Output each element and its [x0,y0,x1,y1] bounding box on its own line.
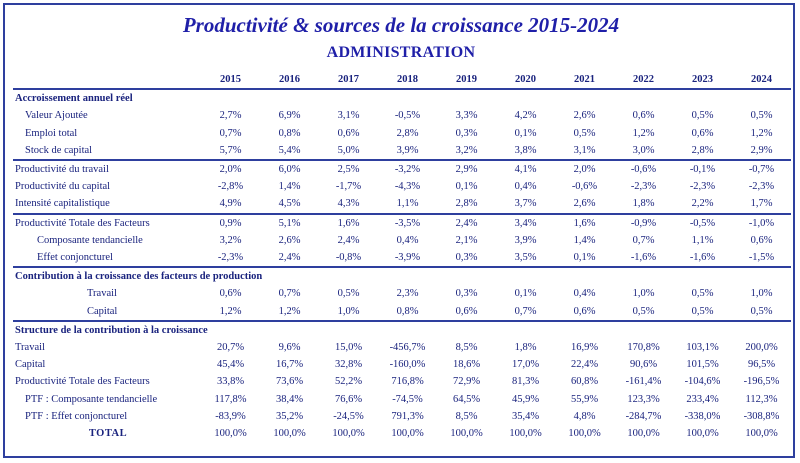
value-cell: 233,4% [686,393,719,405]
row-label: Capital [87,305,118,317]
value-cell: -3,9% [394,252,421,264]
value-cell: 0,6% [632,110,655,122]
value-cell: 0,4% [514,181,537,193]
value-cell: 0,8% [396,305,419,317]
value-cell: -0,5% [673,214,732,232]
value-cell: 2,8% [396,127,419,139]
value-cell: 0,7% [278,288,301,300]
year-header: 2024 [732,71,791,89]
value-cell: 3,3% [455,110,478,122]
value-cell: 100,0% [509,428,542,440]
year-header: 2023 [673,71,732,89]
value-cell: 2,4% [278,252,301,264]
table-header-row [13,71,791,89]
page-subtitle: ADMINISTRATION [326,44,476,61]
value-cell: 2,6% [278,234,301,246]
value-cell: -1,5% [748,252,775,264]
value-cell: 3,5% [514,252,537,264]
value-cell: 4,9% [219,198,242,210]
value-cell: 100,0% [450,428,483,440]
value-cell: 18,6% [452,359,481,371]
section-row [13,89,791,107]
value-cell: 1,2% [632,127,655,139]
value-cell: 55,9% [570,393,599,405]
value-cell: 101,5% [686,359,719,371]
table-row [13,249,791,267]
value-cell: 0,5% [337,288,360,300]
value-cell: 5,7% [219,144,242,156]
value-cell: 2,2% [691,198,714,210]
year-header: 2019 [437,71,496,89]
value-cell: 4,8% [573,410,596,422]
row-label: Valeur Ajoutée [25,110,88,122]
table-row [13,339,791,356]
value-cell: 2,0% [555,160,614,178]
value-cell: 2,4% [437,214,496,232]
value-cell: 0,1% [514,288,537,300]
value-cell: -1,0% [732,214,791,232]
value-cell: 32,8% [334,359,363,371]
value-cell: 112,3% [745,393,778,405]
value-cell: -3,5% [378,214,437,232]
value-cell: 1,8% [514,342,537,354]
value-cell: -24,5% [333,410,364,422]
row-label: Productivité du travail [13,160,201,178]
value-cell: -2,3% [689,181,716,193]
value-cell: -4,3% [394,181,421,193]
value-cell: -160,0% [389,359,426,371]
value-cell: 52,2% [334,376,363,388]
value-cell: 16,7% [275,359,304,371]
value-cell: -2,8% [217,181,244,193]
value-cell: 1,0% [632,288,655,300]
row-label: PTF : Composante tendancielle [25,393,158,405]
value-cell: 2,6% [573,110,596,122]
value-cell: 1,8% [632,198,655,210]
section-row [13,321,791,339]
value-cell: 3,0% [632,144,655,156]
value-cell: 0,7% [219,127,242,139]
value-cell: -0,6% [571,181,598,193]
value-cell: 100,0% [273,428,306,440]
value-cell: 2,9% [750,144,773,156]
value-cell: 0,3% [455,288,478,300]
value-cell: 200,0% [745,342,778,354]
value-cell: 0,1% [573,252,596,264]
value-cell: 4,2% [514,110,537,122]
value-cell: 4,5% [278,198,301,210]
table-row [13,195,791,213]
row-label: Emploi total [25,127,78,139]
value-cell: 3,2% [455,144,478,156]
value-cell: 2,9% [437,160,496,178]
value-cell: 100,0% [627,428,660,440]
value-cell: 45,4% [216,359,245,371]
value-cell: 2,8% [691,144,714,156]
value-cell: 0,5% [691,288,714,300]
value-cell: -0,6% [614,160,673,178]
productivity-table [13,71,791,442]
row-label: Contribution à la croissance des facteurs de production [13,267,791,285]
value-cell: 72,9% [452,376,481,388]
value-cell: 0,7% [514,305,537,317]
value-cell: 0,6% [750,234,773,246]
year-header: 2016 [260,71,319,89]
value-cell: 3,7% [514,198,537,210]
value-cell: 2,3% [396,288,419,300]
value-cell: 2,8% [455,198,478,210]
value-cell: 170,8% [627,342,660,354]
value-cell: 76,6% [334,393,363,405]
value-cell: 1,6% [319,214,378,232]
value-cell: 35,4% [511,410,540,422]
value-cell: 3,2% [219,234,242,246]
value-cell: 103,1% [686,342,719,354]
row-label: Productivité Totale des Facteurs [13,214,201,232]
year-header: 2021 [555,71,614,89]
value-cell: 2,6% [573,198,596,210]
table-row [13,408,791,425]
value-cell: -1,6% [630,252,657,264]
row-label: Travail [87,288,117,300]
table-row [13,303,791,321]
value-cell: 1,2% [750,127,773,139]
value-cell: 5,1% [260,214,319,232]
value-cell: 117,8% [214,393,247,405]
value-cell: 0,6% [691,127,714,139]
value-cell: 6,0% [260,160,319,178]
value-cell: 4,1% [496,160,555,178]
value-cell: 0,5% [691,110,714,122]
value-cell: -0,5% [394,110,421,122]
table-row [13,142,791,160]
value-cell: 0,7% [632,234,655,246]
table-row [13,356,791,373]
value-cell: 9,6% [278,342,301,354]
value-cell: 15,0% [334,342,363,354]
value-cell: 123,3% [627,393,660,405]
value-cell: 3,9% [396,144,419,156]
value-cell: 4,3% [337,198,360,210]
value-cell: -0,1% [673,160,732,178]
table-row [13,391,791,408]
value-cell: 1,0% [750,288,773,300]
value-cell: 6,9% [278,110,301,122]
value-cell: 2,0% [201,160,260,178]
value-cell: 81,3% [511,376,540,388]
table-body [13,89,791,442]
year-header: 2017 [319,71,378,89]
value-cell: 0,5% [691,305,714,317]
section-row [13,267,791,285]
value-cell: 20,7% [216,342,245,354]
table-row [13,373,791,390]
value-cell: -2,3% [217,252,244,264]
value-cell: -3,2% [378,160,437,178]
value-cell: 90,6% [629,359,658,371]
row-label: Travail [15,342,45,354]
value-cell: 791,3% [391,410,424,422]
table-row [13,160,791,178]
value-cell: 33,8% [216,376,245,388]
value-cell: 0,6% [573,305,596,317]
value-cell: 1,6% [555,214,614,232]
row-label: TOTAL [88,428,128,440]
value-cell: 1,2% [278,305,301,317]
table-row [13,232,791,249]
value-cell: 0,5% [750,110,773,122]
value-cell: 0,5% [573,127,596,139]
value-cell: 3,1% [337,110,360,122]
value-cell: 5,0% [337,144,360,156]
value-cell: 100,0% [214,428,247,440]
value-cell: 8,5% [455,342,478,354]
value-cell: 0,1% [455,181,478,193]
value-cell: 1,1% [691,234,714,246]
value-cell: 16,9% [570,342,599,354]
value-cell: 100,0% [745,428,778,440]
value-cell: 0,5% [632,305,655,317]
value-cell: 8,5% [455,410,478,422]
year-header: 2020 [496,71,555,89]
year-header: 2022 [614,71,673,89]
value-cell: 0,4% [573,288,596,300]
value-cell: 3,8% [514,144,537,156]
value-cell: -74,5% [392,393,423,405]
year-header: 2018 [378,71,437,89]
row-label: Effet conjoncturel [37,252,113,264]
value-cell: 60,8% [570,376,599,388]
value-cell: 2,7% [219,110,242,122]
table-row [13,107,791,124]
value-cell: 2,1% [455,234,478,246]
value-cell: 1,2% [219,305,242,317]
value-cell: -0,8% [335,252,362,264]
value-cell: -196,5% [743,376,780,388]
value-cell: 3,1% [573,144,596,156]
value-cell: -2,3% [748,181,775,193]
year-header: 2015 [201,71,260,89]
value-cell: -1,7% [335,181,362,193]
value-cell: -83,9% [215,410,246,422]
table-row [13,285,791,302]
table-row [13,178,791,195]
value-cell: 0,3% [455,127,478,139]
row-label: PTF : Effet conjoncturel [25,410,128,422]
value-cell: 0,6% [337,127,360,139]
value-cell: 1,1% [396,198,419,210]
value-cell: 2,4% [337,234,360,246]
value-cell: 2,5% [319,160,378,178]
page-title: Productivité & sources de la croissance 2015-2024 [182,13,620,37]
value-cell: 0,9% [201,214,260,232]
value-cell: 17,0% [511,359,540,371]
row-label: Productivité du capital [15,181,111,193]
value-cell: 100,0% [332,428,365,440]
value-cell: 38,4% [275,393,304,405]
header-label-cell [13,71,201,89]
value-cell: -104,6% [684,376,721,388]
value-cell: -161,4% [625,376,662,388]
value-cell: 96,5% [747,359,776,371]
row-label: Structure de la contribution à la croissance [13,321,791,339]
row-label: Capital [15,359,46,371]
value-cell: -284,7% [625,410,662,422]
value-cell: 0,6% [455,305,478,317]
value-cell: 64,5% [452,393,481,405]
value-cell: 100,0% [568,428,601,440]
value-cell: -0,7% [732,160,791,178]
table-row [13,214,791,232]
value-cell: 100,0% [686,428,719,440]
table-row [13,125,791,142]
value-cell: 45,9% [511,393,540,405]
value-cell: 73,6% [275,376,304,388]
row-label: Stock de capital [25,144,93,156]
value-cell: -2,3% [630,181,657,193]
value-cell: 0,5% [750,305,773,317]
value-cell: -1,6% [689,252,716,264]
value-cell: -308,8% [743,410,780,422]
document-frame [3,3,795,458]
value-cell: -456,7% [389,342,426,354]
value-cell: 22,4% [570,359,599,371]
value-cell: 1,4% [278,181,301,193]
value-cell: 0,6% [219,288,242,300]
row-label: Accroissement annuel réel [13,89,791,107]
value-cell: 0,4% [396,234,419,246]
value-cell: -0,9% [614,214,673,232]
value-cell: 5,4% [278,144,301,156]
row-label: Composante tendancielle [37,234,143,246]
value-cell: 1,0% [337,305,360,317]
value-cell: 716,8% [391,376,424,388]
row-label: Intensité capitalistique [15,198,110,210]
value-cell: 1,4% [573,234,596,246]
total-row [13,425,791,442]
value-cell: 100,0% [391,428,424,440]
value-cell: 1,7% [750,198,773,210]
value-cell: 35,2% [275,410,304,422]
value-cell: 0,1% [514,127,537,139]
value-cell: 0,3% [455,252,478,264]
row-label: Productivité Totale des Facteurs [15,376,150,388]
value-cell: 3,9% [514,234,537,246]
value-cell: -338,0% [684,410,721,422]
value-cell: 3,4% [496,214,555,232]
value-cell: 0,8% [278,127,301,139]
